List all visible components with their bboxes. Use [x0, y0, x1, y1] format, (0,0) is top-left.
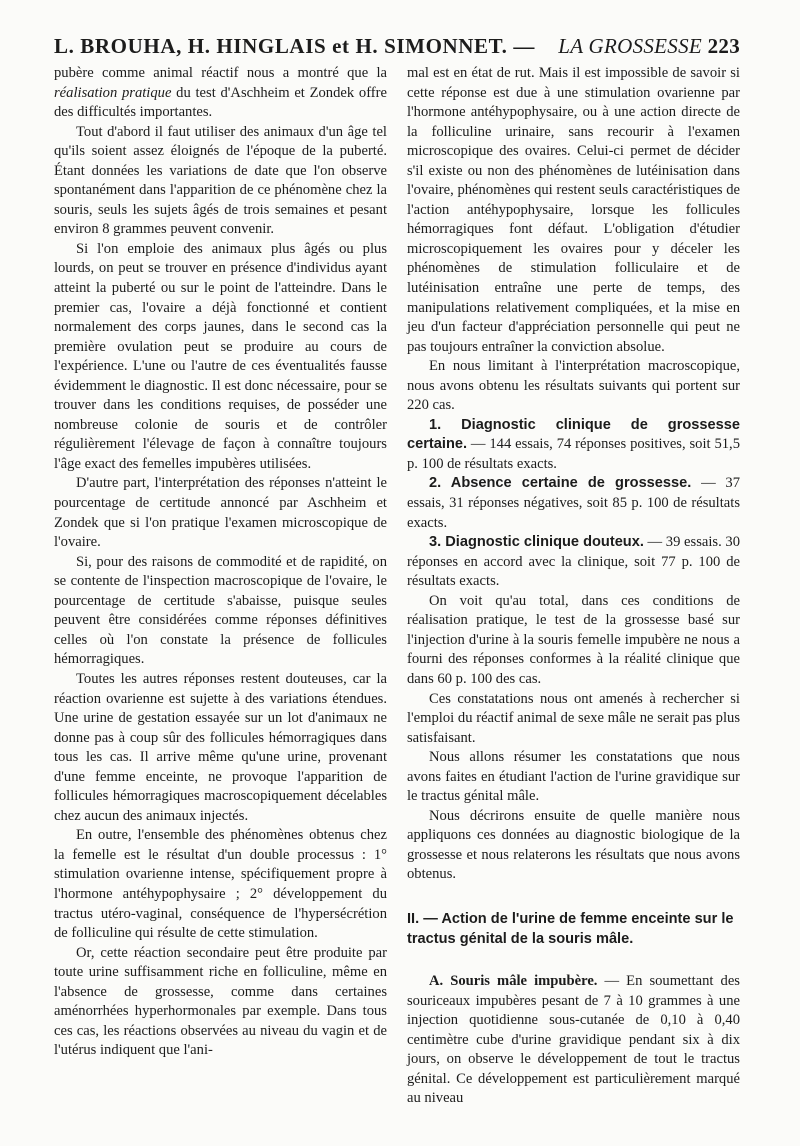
right-column	[407, 64, 740, 1109]
result-item-3-label: 3. Diagnostic clinique douteux.	[429, 534, 644, 551]
header-authors: L. BROUHA, H. HINGLAIS et H. SIMONNET. —	[54, 34, 535, 58]
result-item-1-text: — 144 essais, 74 réponses positives, soit 51,5 p. 100 de résultats exacts.	[407, 436, 740, 472]
result-item-3	[407, 533, 740, 592]
result-item-3-text: — 39 essais. 30 réponses en accord avec la clinique, soit 77 p. 100 de résultats exacts.	[407, 534, 740, 590]
left-paragraph-1	[54, 64, 387, 123]
left-column	[54, 64, 387, 1109]
header-page-number: 223	[707, 34, 740, 58]
right-paragraph-1: mal est en état de rut. Mais il est impossible de savoir si cette réponse est due à une stimulation ovarienne par l'hormone antéhypophysaire, ou à une action directe de la folliculine urinaire, sans recourir à l'examen microscopique des ovaires. Celui-ci permet de décider s'il existe ou non des phénomènes de lutéinisation dans l'ovaire, phénomènes qui restent seuls caractéristiques de l'action antéhypophysaire, lorsque les follicules hémorragiques font défaut. L'obligation d'étudier microscopiquement les ovaires pour y déceler les phénomènes de stimulation folliculaire et de lutéinisation entraîne une perte de temps, des manipulations relativement compliquées, et la mise en jeu d'un facteur d'appréciation personnelle qui peut ne pas toujours entraîner la conviction absolue.	[407, 65, 740, 355]
left-paragraph-2: Tout d'abord il faut utiliser des animaux d'un âge tel qu'ils soient assez éloignés de l'époque de la puberté. Étant données les variations de date que l'on observe spontanément dans l'apparition de ce phénomène chez la souris, seuls les sujets âgés de trois semaines et pesant environ 8 grammes peuvent convenir.	[54, 123, 387, 238]
right-paragraph-3: On voit qu'au total, dans ces conditions de réalisation pratique, le test de la grossesse basé sur l'injection d'urine à la souris femelle impubère ne nous a fourni des réponses conformes à la réalité clinique que dans 60 p. 100 des cas.	[407, 592, 740, 687]
result-item-1-label: 1. Diagnostic clinique de grossesse certaine.	[407, 416, 740, 453]
result-item-1	[407, 416, 740, 475]
result-item-2-label: 2. Absence certaine de grossesse.	[429, 475, 692, 492]
header-title-wrap	[558, 34, 740, 59]
left-p1-start: pubère comme animal réactif nous a montré que la	[54, 65, 387, 81]
left-paragraph-3: Si l'on emploie des animaux plus âgés ou plus lourds, on peut se trouver en présence d'individus ayant atteint la puberté ou sur le point de l'atteindre. Dans le premier cas, l'ovaire a déjà fonctionné et contient normalement des corps jaunes, dans le second cas la première ovulation peut se produire au cours de l'expérience. L'une ou l'autre de ces éventualités fausse évidemment le diagnostic. Il est donc nécessaire, pour se trouver dans les conditions requises, de posséder une nombreuse colonie de souris et de contrôler régulièrement l'élevage de façon à connaître toujours l'âge exact des femelles impubères utilisées.	[54, 240, 387, 472]
right-paragraph-5: Nous allons résumer les constatations que nous avons faites en étudiant l'action de l'urine gravidique sur le tractus génital mâle.	[407, 749, 740, 805]
left-paragraph-5: Si, pour des raisons de commodité et de rapidité, on se contente de l'inspection macroscopique de l'ovaire, le pourcentage de certitude s'abaisse, puisque seules peuvent être considérées comme réponses définitives celles où l'on constate la présence de follicules hémorragiques.	[54, 553, 387, 668]
subsection-paragraph	[407, 972, 740, 1109]
result-item-2	[407, 474, 740, 533]
right-paragraph-4: Ces constatations nous ont amenés à rechercher si l'emploi du réactif animal de sexe mâle ne serait pas plus satisfaisant.	[407, 690, 740, 746]
left-paragraph-4: D'autre part, l'interprétation des réponses n'atteint le pourcentage de certitude annoncé par Aschheim et Zondek que si l'on pratique l'examen microscopique de l'ovaire.	[54, 475, 387, 551]
result-item-2-text: — 37 essais, 31 réponses négatives, soit 85 p. 100 de résultats exacts.	[407, 475, 740, 531]
left-paragraph-7: En outre, l'ensemble des phénomènes obtenus chez la femelle est le résultat d'un double processus : 1° stimulation ovarienne intense, spécifiquement propre à l'hormone antéhypophysaire ; 2° développement du tractus utéro-vaginal, conséquence de l'hypersécrétion de folliculine qui résulte de cette stimulation.	[54, 827, 387, 942]
left-p1-end: du test d'Aschheim et Zondek offre des difficultés importantes.	[54, 84, 387, 121]
left-paragraph-6: Toutes les autres réponses restent douteuses, car la réaction ovarienne est sujette à des variations étendues. Une urine de gestation essayée sur un lot d'animaux ne donne pas à coup sûr des follicules hémorragiques dans tous les cas. Il arrive même qu'une urine, provenant d'une femme enceinte, ne provoque l'apparition de follicules hémorragiques macroscopiquement décelables chez aucun des animaux injectés.	[54, 670, 387, 824]
section-heading: II. — Action de l'urine de femme enceinte sur le tractus génital de la souris mâle.	[407, 910, 734, 947]
right-paragraph-6: Nous décrirons ensuite de quelle manière nous appliquons ces données au diagnostic biologique de la grossesse et nous relaterons les résultats que nous avons obtenus.	[407, 807, 740, 883]
running-head	[54, 0, 740, 64]
header-journal-title: LA GROSSESSE	[558, 34, 703, 58]
right-paragraph-2: En nous limitant à l'interprétation macroscopique, nous avons obtenu les résultats suivants qui portent sur 220 cas.	[407, 358, 740, 414]
subsection-label: A. Souris mâle impubère.	[429, 972, 598, 989]
subsection-text: — En soumettant des souriceaux impubères pesant de 7 à 10 grammes à une injection quotidienne sous-cutanée de 0,10 à 0,40 centimètre cube d'urine gravidique pendant six à dix jours, on observe le développement de tout le tractus génital. Ce développement est particulièrement marqué au niveau	[407, 972, 740, 1107]
two-column-body	[54, 64, 740, 1109]
left-p1-italic: réalisation pratique	[54, 84, 172, 101]
left-paragraph-8: Or, cette réaction secondaire peut être produite par toute urine suffisamment riche en folliculine, même en l'absence de grossesse, comme dans certaines aménorrhées hyperhormonales par exemple. Dans tous ces cas, les réactions observées au niveau du vagin et de l'utérus indiquent que l'ani-	[54, 944, 387, 1059]
